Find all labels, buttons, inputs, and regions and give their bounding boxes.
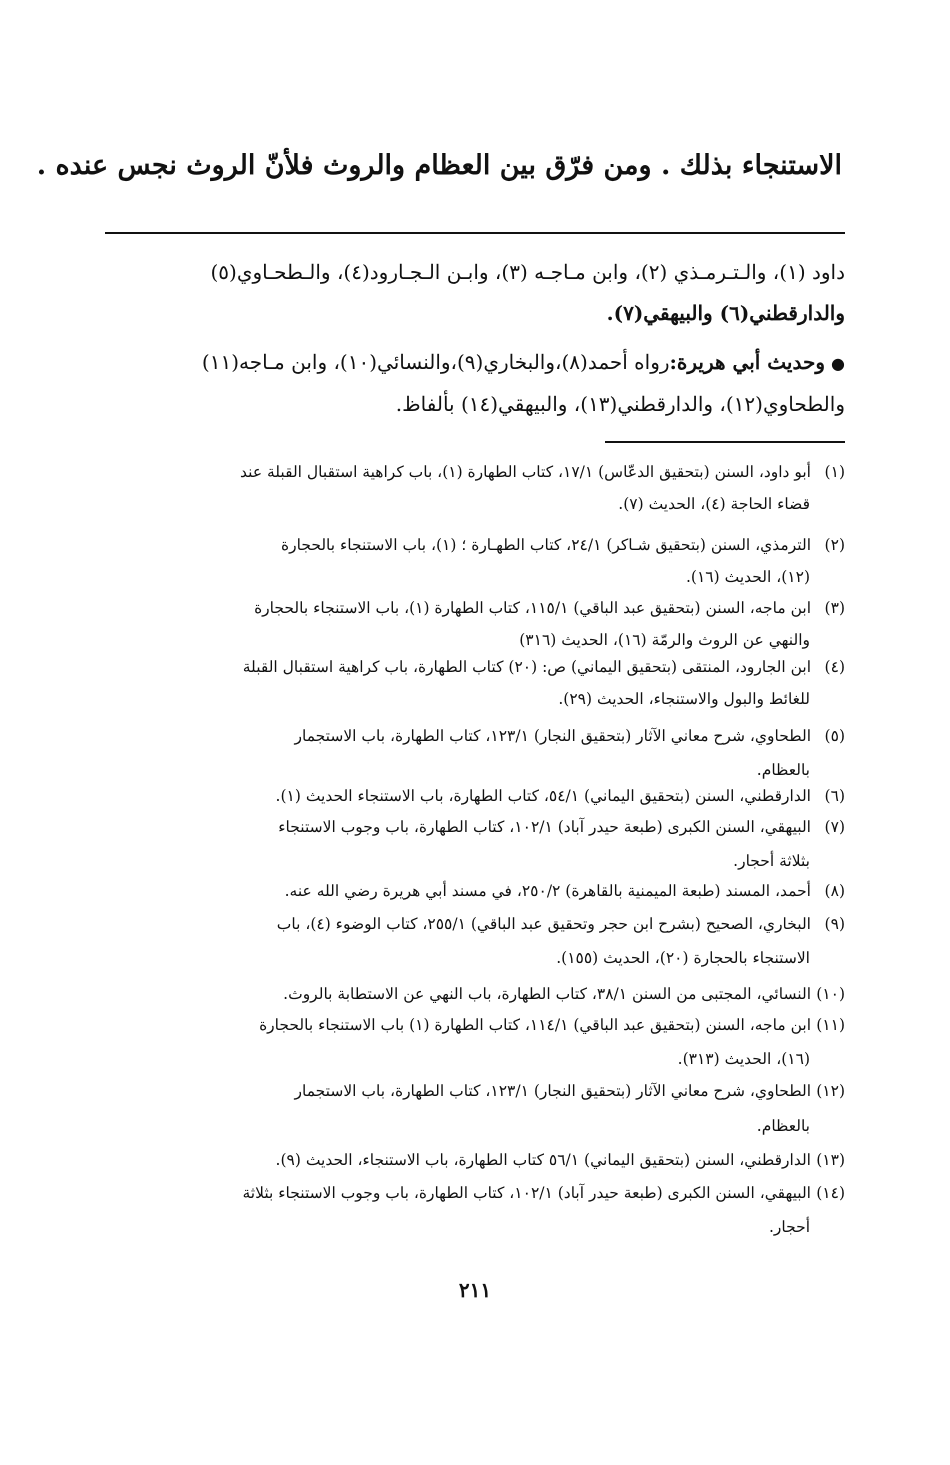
footnote-text: (١٦)، الحديث (٣١٣). <box>677 1050 810 1068</box>
body-line-3-text: رواه أحمد(٨)،والبخاري(٩)،والنسائي(١٠)، وابن مـاجه(١١) <box>201 350 670 374</box>
hadith-heading: وحديث أبي هريرة: <box>669 350 826 374</box>
footnote-line <box>283 985 845 1003</box>
footnote-number: (١٤) <box>816 1184 845 1202</box>
footnote-text: ابن ماجه، السنن (بتحقيق عبد الباقي) ١١٤/١، كتاب الطهارة (١) باب الاستنجاء بالحجارة <box>259 1016 811 1034</box>
footnote-text: الدارقطني، السنن (بتحقيق اليماني) ٥٤/١، كتاب الطهارة، باب الاستنجاء الحديث (١). <box>275 787 811 805</box>
body-line-3 <box>202 352 845 372</box>
footnote-line <box>259 1016 845 1034</box>
footnote-line <box>276 1151 845 1169</box>
footnote-continuation-line <box>769 1218 810 1236</box>
footnote-number: (١٠) <box>816 985 845 1003</box>
footnote-text: ابن ماجه، السنن (بتحقيق عبد الباقي) ١١٥/١، كتاب الطهارة (١)، باب الاستنجاء بالحجارة <box>254 599 811 617</box>
footnote-text: النسائي، المجتبى من السنن ٣٨/١، كتاب الطهارة، باب النهي عن الاستطابة بالروث. <box>283 985 811 1003</box>
footnote-text: أبو داود، السنن (بتحقيق الدعّاس) ١٧/١، كتاب الطهارة (١)، باب كراهية استقبال القبلة عند <box>240 463 811 481</box>
footnote-number: (١) <box>824 463 845 481</box>
footnote-text: والنهي عن الروث والرمّة (١٦)، الحديث (٣١٦) <box>519 631 810 649</box>
footnote-number: (٢) <box>824 536 845 554</box>
footnote-number: (٦) <box>824 787 845 805</box>
footnote-text: بثلاثة أحجار. <box>733 852 810 870</box>
footnote-text: ابن الجارود، المنتقى (بتحقيق اليماني) ص: (٢٠) كتاب الطهارة، باب كراهية استقبال القبلة <box>242 658 811 676</box>
footnote-line <box>276 787 845 805</box>
footnote-continuation-line <box>618 495 810 513</box>
footnote-line <box>242 1184 845 1202</box>
footnote-line <box>281 536 845 554</box>
footnote-number: (٣) <box>824 599 845 617</box>
body-line-4: والطحاوي(١٢)، والدارقطني(١٣)، والبيهقي(١٤) بألفاظ. <box>395 392 845 416</box>
footnote-divider <box>605 441 845 443</box>
footnote-text: الدارقطني، السنن (بتحقيق اليماني) ٥٦/١ كتاب الطهارة، باب الاستنجاء، الحديث (٩). <box>275 1151 811 1169</box>
footnote-number: (١١) <box>816 1016 845 1034</box>
footnote-text: الطحاوي، شرح معاني الآثار (بتحقيق النجار) ١٢٣/١، كتاب الطهارة، باب الاستجمار <box>294 727 811 745</box>
footnote-continuation-line <box>519 631 810 649</box>
footnote-continuation-line <box>558 690 810 708</box>
footnote-number: (٥) <box>824 727 845 745</box>
footnote-continuation-line <box>686 568 810 586</box>
footnote-line <box>240 463 845 481</box>
footnote-number: (١٣) <box>816 1151 845 1169</box>
carryover-text-line: الاستنجاء بذلك . ومن فرّق بين العظام والروث فلأنّ الروث نجس عنده . <box>36 150 842 181</box>
footnote-continuation-line <box>757 761 810 779</box>
footnote-number: (٧) <box>824 818 845 836</box>
footnote-text: للغائط والبول والاستنجاء، الحديث (٢٩). <box>558 690 810 708</box>
page-number: ٢١١ <box>458 1278 492 1302</box>
footnote-continuation-line <box>556 949 810 967</box>
section-divider <box>105 232 845 234</box>
footnote-text: قضاء الحاجة (٤)، الحديث (٧). <box>618 495 810 513</box>
footnote-line <box>277 915 845 933</box>
footnote-number: (٤) <box>824 658 845 676</box>
footnote-text: البيهقي، السنن الكبرى (طبعة حيدر آباد) ١٠٢/١، كتاب الطهارة، باب وجوب الاستنجاء <box>278 818 811 836</box>
footnote-continuation-line <box>757 1117 810 1135</box>
footnote-text: (١٢)، الحديث (١٦). <box>685 568 810 586</box>
footnote-number: (٩) <box>824 915 845 933</box>
footnote-text: أحجار. <box>768 1218 810 1236</box>
footnote-line <box>254 599 845 617</box>
footnote-line <box>294 727 845 745</box>
footnote-line <box>278 818 845 836</box>
bullet-icon: ● <box>831 354 845 373</box>
body-line-1: داود (١)، والـتـرمـذي (٢)، وابن مـاجـه (٣)، وابـن الـجـارود(٤)، والـطحـاوي(٥) <box>210 260 845 284</box>
footnote-continuation-line <box>733 852 810 870</box>
footnote-number: (٨) <box>824 882 845 900</box>
footnote-line <box>243 658 845 676</box>
footnote-text: البخاري، الصحيح (بشرح ابن حجر وتحقيق عبد الباقي) ٢٥٥/١، كتاب الوضوء (٤)، باب <box>276 915 811 933</box>
footnote-text: بالعظام. <box>756 1117 810 1135</box>
footnote-continuation-line <box>678 1050 810 1068</box>
footnote-text: أحمد، المسند (طبعة الميمنية بالقاهرة) ٢٥٠/٢، في مسند أبي هريرة رضي الله عنه. <box>284 882 811 900</box>
footnote-line <box>285 882 845 900</box>
footnote-text: الطحاوي، شرح معاني الآثار (بتحقيق النجار) ١٢٣/١، كتاب الطهارة، باب الاستجمار <box>294 1082 811 1100</box>
footnote-line <box>294 1082 845 1100</box>
footnote-text: البيهقي، السنن الكبرى (طبعة حيدر آباد) ١٠٢/١، كتاب الطهارة، باب وجوب الاستنجاء بثلاثة <box>242 1184 811 1202</box>
footnote-text: الترمذي، السنن (بتحقيق شـاكر) ٢٤/١، كتاب الطهـارة ؛ (١)، باب الاستنجاء بالحجارة <box>280 536 811 554</box>
footnote-text: بالعظام. <box>756 761 810 779</box>
footnote-text: الاستنجاء بالحجارة (٢٠)، الحديث (١٥٥). <box>556 949 810 967</box>
footnote-number: (١٢) <box>816 1082 845 1100</box>
body-line-2: والدارقطني(٦) والبيهقي(٧). <box>606 301 845 325</box>
